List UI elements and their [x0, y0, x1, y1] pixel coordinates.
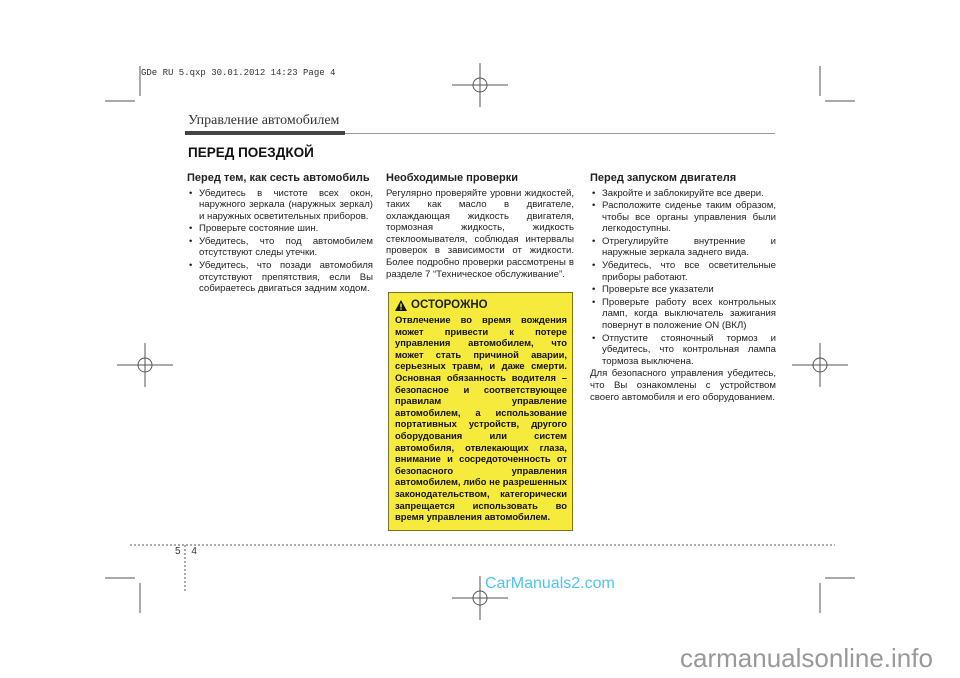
file-slug: GDe RU 5.qxp 30.01.2012 14:23 Page 4 — [141, 68, 336, 78]
watermark-link[interactable]: carmanualsonline.info — [680, 643, 933, 673]
list-item: • Проверьте работу всех контрольных ламп, когда выключатель зажигания повернут в положение ON (ВКЛ) — [590, 297, 776, 332]
heading: Необходимые проверки — [386, 172, 518, 184]
paragraph: Для безопасного управления убедитесь, что Вы ознакомлены с устройством своего автомобиля и его оборудованием. — [590, 368, 776, 403]
list-item: • Проверьте все указатели — [590, 284, 776, 296]
list-item: • Убедитесь, что под автомобилем отсутствуют следы утечки. — [187, 236, 373, 259]
list-item: • Расположите сиденье таким образом, чтобы все органы управления были легкодоступны. — [590, 200, 776, 235]
paragraph: Регулярно проверяйте уровни жидкостей, таких как масло в двигателе, охлаждающая жидкость двигателя, тормозная жидкость, жидкость стеклоомывателя, соблюдая интервалы проверок в зависимости от жидкости. Более подробно проверки рассмотрены в разделе 7 “Техническое обслуживание”. — [386, 187, 574, 280]
watermark-link[interactable]: CarManuals2.com — [485, 575, 615, 592]
list-item: • Убедитесь, что позади автомобиля отсутствуют препятствия, если Вы собираетесь двигаться задним ходом. — [187, 260, 373, 295]
page-title: ПЕРЕД ПОЕЗДКОЙ — [188, 145, 314, 160]
section-header: Управление автомобилем — [188, 113, 340, 128]
registration-mark — [792, 343, 848, 387]
list-item: • Убедитесь, что все осветительные приборы работают. — [590, 260, 776, 283]
list-item: • Отрегулируйте внутренние и наружные зеркала заднего вида. — [590, 236, 776, 259]
registration-mark — [117, 343, 173, 387]
column-checks — [386, 172, 574, 280]
header-rule — [185, 131, 345, 135]
list-item: • Отпустите стояночный тормоз и убедитесь, что контрольная лампа тормоза выключена. — [590, 333, 776, 368]
warning-text: Отвлечение во время вождения может привести к потере управления автомобилем, что может стать причиной аварии, серьезных травм, и даже смерти. Основная обязанность водителя – безопасное и соответствующее правилам управление автомобилем, а использование портативных устройств, другого оборудования или систем автомобиля, отвлекающих глаза, внимание и сосредоточенность от безопасного управления автомобилем, либо не разрешенных законодательством, категорически запрещается использовать во время управления автомобилем. — [395, 314, 567, 523]
warning-icon — [395, 300, 407, 311]
page-number: 5 4 — [175, 546, 201, 557]
heading: Перед запуском двигателя — [590, 172, 737, 184]
column-before-start — [590, 172, 776, 403]
registration-mark — [452, 63, 508, 107]
column-before-entering — [187, 172, 373, 296]
header-rule-thin — [345, 133, 775, 134]
list-item: • Убедитесь в чистоте всех окон, наружного зеркала (наружных зеркал) и наружных осветительных приборов. — [187, 188, 373, 223]
warning-box — [388, 292, 573, 531]
heading: Перед тем, как сесть автомобиль — [187, 172, 370, 184]
warning-title: ОСТОРОЖНО — [411, 299, 488, 311]
list-item: • Проверьте состояние шин. — [187, 223, 373, 235]
list-item: • Закройте и заблокируйте все двери. — [590, 188, 776, 200]
